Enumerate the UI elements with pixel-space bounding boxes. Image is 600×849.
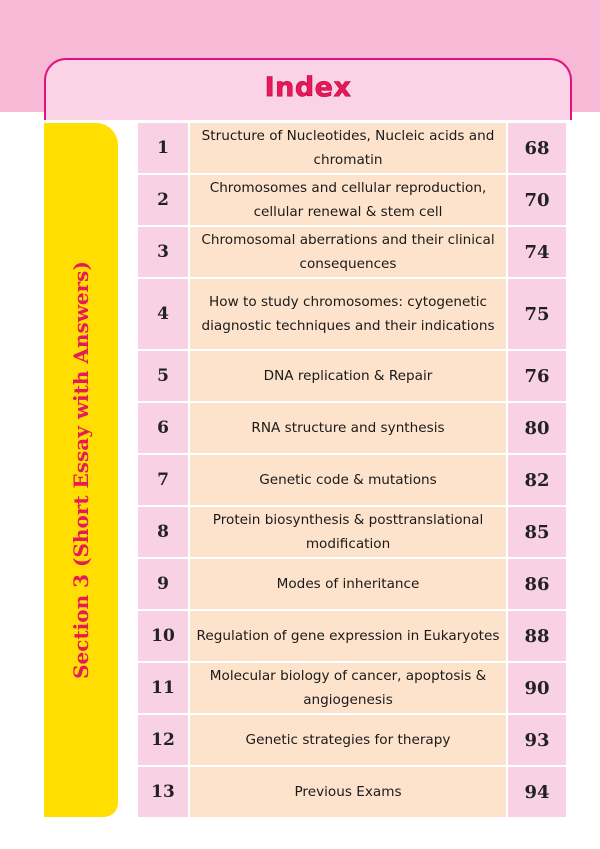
page-title: Index [264,72,352,103]
page-number: 94 [508,767,566,817]
page-number: 85 [508,507,566,557]
index-row[interactable] [138,507,566,559]
section-side-tab [44,123,118,817]
index-row[interactable] [138,279,566,351]
page-number: 74 [508,227,566,277]
page-number: 82 [508,455,566,505]
index-row[interactable] [138,611,566,663]
page-number: 90 [508,663,566,713]
page-number: 93 [508,715,566,765]
index-row[interactable] [138,403,566,455]
chapter-title: Genetic code & mutations [190,455,506,505]
chapter-title: How to study chromosomes: cytogenetic diagnostic techniques and their indications [190,279,506,349]
chapter-number: 10 [138,611,188,661]
chapter-number: 4 [138,279,188,349]
chapter-number: 7 [138,455,188,505]
chapter-number: 6 [138,403,188,453]
index-table [138,123,566,819]
chapter-title: Protein biosynthesis & posttranslational modification [190,507,506,557]
index-row[interactable] [138,767,566,819]
index-row[interactable] [138,455,566,507]
section-label: Section 3 (Short Essay with Answers) [69,261,93,679]
chapter-title: Genetic strategies for therapy [190,715,506,765]
chapter-number: 1 [138,123,188,173]
page-number: 86 [508,559,566,609]
index-row[interactable] [138,559,566,611]
chapter-number: 12 [138,715,188,765]
chapter-title: Structure of Nucleotides, Nucleic acids and chromatin [190,123,506,173]
chapter-title: RNA structure and synthesis [190,403,506,453]
chapter-number: 5 [138,351,188,401]
index-row[interactable] [138,351,566,403]
chapter-number: 8 [138,507,188,557]
page-number: 68 [508,123,566,173]
chapter-title: Molecular biology of cancer, apoptosis & angiogenesis [190,663,506,713]
chapter-title: DNA replication & Repair [190,351,506,401]
page-number: 76 [508,351,566,401]
index-row[interactable] [138,227,566,279]
chapter-title: Chromosomal aberrations and their clinical consequences [190,227,506,277]
chapter-title: Regulation of gene expression in Eukaryotes [190,611,506,661]
page-number: 88 [508,611,566,661]
chapter-number: 13 [138,767,188,817]
chapter-number: 2 [138,175,188,225]
chapter-number: 11 [138,663,188,713]
chapter-number: 3 [138,227,188,277]
chapter-number: 9 [138,559,188,609]
page-number: 70 [508,175,566,225]
chapter-title: Modes of inheritance [190,559,506,609]
chapter-title: Previous Exams [190,767,506,817]
index-row[interactable] [138,663,566,715]
page-number: 80 [508,403,566,453]
index-row[interactable] [138,123,566,175]
index-row[interactable] [138,715,566,767]
chapter-title: Chromosomes and cellular reproduction, cellular renewal & stem cell [190,175,506,225]
page-number: 75 [508,279,566,349]
index-row[interactable] [138,175,566,227]
header-tab [44,58,572,120]
